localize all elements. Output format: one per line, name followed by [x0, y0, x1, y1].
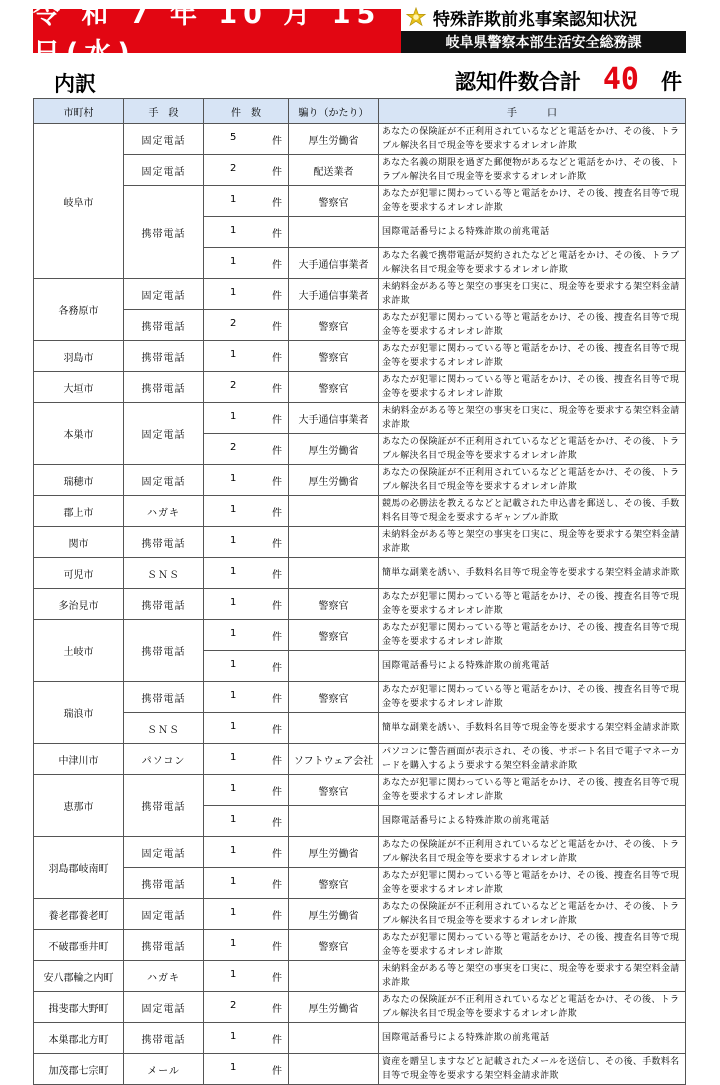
- count-value: 1: [230, 628, 237, 639]
- table-row: [34, 124, 686, 155]
- means-cell: 固定電話: [124, 155, 204, 186]
- police-crest-icon: [405, 7, 427, 29]
- count-cell: [204, 217, 289, 248]
- municipality-cell: 岐阜市: [34, 124, 124, 279]
- table-row: [34, 372, 686, 403]
- means-cell: 固定電話: [124, 279, 204, 310]
- count-value: 1: [230, 256, 237, 267]
- count-cell: [204, 651, 289, 682]
- municipality-cell: 羽島郡岐南町: [34, 837, 124, 899]
- table-row: [34, 186, 686, 217]
- count-value: 1: [230, 690, 237, 701]
- municipality-cell: 恵那市: [34, 775, 124, 837]
- impersonation-cell: [289, 713, 379, 744]
- count-value: 2: [230, 380, 237, 391]
- count-cell: [204, 310, 289, 341]
- municipality-cell: 本巣市: [34, 403, 124, 465]
- count-cell: [204, 155, 289, 186]
- count-value: 1: [230, 1031, 237, 1042]
- means-cell: 固定電話: [124, 465, 204, 496]
- count-value: 1: [230, 597, 237, 608]
- table-row: [34, 961, 686, 992]
- count-value: 2: [230, 318, 237, 329]
- means-cell: 携帯電話: [124, 310, 204, 341]
- method-cell: 簡単な副業を誘い、手数料名目等で現金等を要求する架空料金請求詐欺: [379, 558, 686, 589]
- count-unit: 件: [272, 322, 282, 333]
- means-cell: 固定電話: [124, 899, 204, 930]
- count-value: 1: [230, 504, 237, 515]
- table-row: [34, 310, 686, 341]
- count-value: 1: [230, 752, 237, 763]
- count-cell: [204, 775, 289, 806]
- municipality-cell: 各務原市: [34, 279, 124, 341]
- impersonation-cell: 警察官: [289, 682, 379, 713]
- count-unit: 件: [272, 415, 282, 426]
- count-unit: 件: [272, 1004, 282, 1015]
- count-unit: 件: [272, 694, 282, 705]
- count-cell: [204, 372, 289, 403]
- department-name: 岐阜県警察本部生活安全総務課: [401, 31, 686, 53]
- count-value: 1: [230, 969, 237, 980]
- col-header-municipality: 市町村: [34, 99, 124, 124]
- count-value: 1: [230, 814, 237, 825]
- count-cell: [204, 1023, 289, 1054]
- count-unit: 件: [272, 1035, 282, 1046]
- count-cell: [204, 279, 289, 310]
- count-cell: [204, 806, 289, 837]
- count-cell: [204, 961, 289, 992]
- table-row: [34, 155, 686, 186]
- impersonation-cell: 厚生労働省: [289, 837, 379, 868]
- count-unit: 件: [272, 136, 282, 147]
- impersonation-cell: 警察官: [289, 868, 379, 899]
- count-cell: [204, 527, 289, 558]
- table-row: [34, 713, 686, 744]
- count-value: 1: [230, 907, 237, 918]
- count-value: 1: [230, 783, 237, 794]
- impersonation-cell: 大手通信事業者: [289, 279, 379, 310]
- means-cell: 携帯電話: [124, 589, 204, 620]
- col-header-method: 手 口: [379, 99, 686, 124]
- table-row: [34, 527, 686, 558]
- count-cell: [204, 589, 289, 620]
- table-row: [34, 341, 686, 372]
- municipality-cell: 不破郡垂井町: [34, 930, 124, 961]
- municipality-cell: 可児市: [34, 558, 124, 589]
- impersonation-cell: 厚生労働省: [289, 434, 379, 465]
- count-cell: [204, 1054, 289, 1085]
- impersonation-cell: [289, 1023, 379, 1054]
- table-row: [34, 403, 686, 434]
- count-unit: 件: [272, 167, 282, 178]
- impersonation-cell: 配送業者: [289, 155, 379, 186]
- municipality-cell: 中津川市: [34, 744, 124, 775]
- method-cell: あなた名義で携帯電話が契約されたなどと電話をかけ、その後、トラブル解決名目で現金等を要求するオレオレ詐欺: [379, 248, 686, 279]
- municipality-cell: 揖斐郡大野町: [34, 992, 124, 1023]
- method-cell: あなたが犯罪に関わっている等と電話をかけ、その後、捜査名目等で現金等を要求するオレオレ詐欺: [379, 372, 686, 403]
- count-value: 1: [230, 535, 237, 546]
- municipality-cell: 安八郡輪之内町: [34, 961, 124, 992]
- table-row: [34, 992, 686, 1023]
- municipality-cell: 関市: [34, 527, 124, 558]
- municipality-cell: 本巣郡北方町: [34, 1023, 124, 1054]
- means-cell: 携帯電話: [124, 930, 204, 961]
- impersonation-cell: [289, 651, 379, 682]
- means-cell: パソコン: [124, 744, 204, 775]
- table-header-row: [34, 99, 686, 124]
- count-unit: 件: [272, 260, 282, 271]
- count-unit: 件: [272, 787, 282, 798]
- means-cell: 固定電話: [124, 124, 204, 155]
- total-unit: 件: [661, 70, 682, 94]
- count-value: 2: [230, 1000, 237, 1011]
- table-row: [34, 558, 686, 589]
- municipality-cell: 加茂郡七宗町: [34, 1054, 124, 1085]
- municipality-cell: 土岐市: [34, 620, 124, 682]
- count-value: 1: [230, 659, 237, 670]
- count-cell: [204, 682, 289, 713]
- table-row: [34, 837, 686, 868]
- table-row: [34, 682, 686, 713]
- count-value: 1: [230, 225, 237, 236]
- impersonation-cell: 警察官: [289, 186, 379, 217]
- count-unit: 件: [272, 818, 282, 829]
- municipality-cell: 羽島市: [34, 341, 124, 372]
- count-value: 1: [230, 287, 237, 298]
- count-unit: 件: [272, 911, 282, 922]
- table-row: [34, 465, 686, 496]
- breakdown-label: 内訳: [54, 72, 96, 96]
- count-value: 1: [230, 566, 237, 577]
- count-cell: [204, 403, 289, 434]
- municipality-cell: 瑞浪市: [34, 682, 124, 744]
- count-unit: 件: [272, 539, 282, 550]
- means-cell: 固定電話: [124, 837, 204, 868]
- method-cell: 簡単な副業を誘い、手数料名目等で現金等を要求する架空料金請求詐欺: [379, 713, 686, 744]
- col-header-count: 件 数: [204, 99, 289, 124]
- count-unit: 件: [272, 477, 282, 488]
- count-unit: 件: [272, 973, 282, 984]
- count-value: 1: [230, 349, 237, 360]
- table-row: [34, 496, 686, 527]
- count-unit: 件: [272, 229, 282, 240]
- table-row: [34, 1023, 686, 1054]
- method-cell: 競馬の必勝法を教えるなどと記載された申込書を郵送し、その後、手数料名目等で現金を要求するギャンブル詐欺: [379, 496, 686, 527]
- impersonation-cell: [289, 527, 379, 558]
- count-unit: 件: [272, 384, 282, 395]
- count-value: 1: [230, 411, 237, 422]
- count-unit: 件: [272, 601, 282, 612]
- impersonation-cell: [289, 961, 379, 992]
- count-unit: 件: [272, 756, 282, 767]
- method-cell: あなたが犯罪に関わっている等と電話をかけ、その後、捜査名目等で現金等を要求するオレオレ詐欺: [379, 930, 686, 961]
- count-cell: [204, 620, 289, 651]
- method-cell: 資産を贈呈しますなどと記載されたメールを送信し、その後、手数料名目等で現金等を要求する架空料金請求詐欺: [379, 1054, 686, 1085]
- count-unit: 件: [272, 632, 282, 643]
- total-count: 40: [602, 62, 639, 97]
- count-unit: 件: [272, 353, 282, 364]
- impersonation-cell: 厚生労働省: [289, 465, 379, 496]
- count-unit: 件: [272, 508, 282, 519]
- method-cell: あなたが犯罪に関わっている等と電話をかけ、その後、捜査名目等で現金等を要求するオレオレ詐欺: [379, 868, 686, 899]
- means-cell: 携帯電話: [124, 186, 204, 279]
- impersonation-cell: 厚生労働省: [289, 992, 379, 1023]
- impersonation-cell: 大手通信事業者: [289, 248, 379, 279]
- municipality-cell: 瑞穂市: [34, 465, 124, 496]
- count-unit: 件: [272, 570, 282, 581]
- table-row: [34, 930, 686, 961]
- means-cell: ハガキ: [124, 496, 204, 527]
- method-cell: あなたの保険証が不正利用されているなどと電話をかけ、その後、トラブル解決名目で現金等を要求するオレオレ詐欺: [379, 992, 686, 1023]
- count-cell: [204, 248, 289, 279]
- means-cell: メール: [124, 1054, 204, 1085]
- count-cell: [204, 930, 289, 961]
- method-cell: あなた名義の期限を過ぎた郵便物があるなどと電話をかけ、その後、トラブル解決名目で現金等を要求するオレオレ詐欺: [379, 155, 686, 186]
- means-cell: ＳＮＳ: [124, 713, 204, 744]
- report-date: 令 和 7 年 10 月 15 日(水): [33, 9, 401, 53]
- incident-table: [33, 98, 686, 1085]
- count-cell: [204, 713, 289, 744]
- impersonation-cell: 大手通信事業者: [289, 403, 379, 434]
- col-header-means: 手 段: [124, 99, 204, 124]
- table-row: [34, 620, 686, 651]
- table-row: [34, 868, 686, 899]
- impersonation-cell: [289, 496, 379, 527]
- impersonation-cell: [289, 217, 379, 248]
- count-cell: [204, 744, 289, 775]
- method-cell: あなたの保険証が不正利用されているなどと電話をかけ、その後、トラブル解決名目で現金等を要求するオレオレ詐欺: [379, 899, 686, 930]
- report-title: 特殊詐欺前兆事案認知状況: [433, 10, 637, 30]
- municipality-cell: 大垣市: [34, 372, 124, 403]
- method-cell: あなたの保険証が不正利用されているなどと電話をかけ、その後、トラブル解決名目で現金等を要求するオレオレ詐欺: [379, 434, 686, 465]
- count-cell: [204, 186, 289, 217]
- municipality-cell: 養老郡養老町: [34, 899, 124, 930]
- count-unit: 件: [272, 942, 282, 953]
- count-value: 1: [230, 473, 237, 484]
- impersonation-cell: 警察官: [289, 372, 379, 403]
- count-unit: 件: [272, 446, 282, 457]
- impersonation-cell: 警察官: [289, 341, 379, 372]
- method-cell: 未納料金がある等と架空の事実を口実に、現金等を要求する架空料金請求詐欺: [379, 279, 686, 310]
- count-cell: [204, 496, 289, 527]
- method-cell: パソコンに警告画面が表示され、その後、サポート名目で電子マネーカードを購入するよう要求する架空料金請求詐欺: [379, 744, 686, 775]
- method-cell: あなたが犯罪に関わっている等と電話をかけ、その後、捜査名目等で現金等を要求するオレオレ詐欺: [379, 682, 686, 713]
- impersonation-cell: 警察官: [289, 310, 379, 341]
- total-summary: [455, 62, 682, 97]
- impersonation-cell: 警察官: [289, 620, 379, 651]
- method-cell: あなたが犯罪に関わっている等と電話をかけ、その後、捜査名目等で現金等を要求するオレオレ詐欺: [379, 620, 686, 651]
- method-cell: あなたが犯罪に関わっている等と電話をかけ、その後、捜査名目等で現金等を要求するオレオレ詐欺: [379, 186, 686, 217]
- means-cell: 携帯電話: [124, 620, 204, 682]
- report-title-bar: [401, 5, 686, 30]
- count-cell: [204, 992, 289, 1023]
- municipality-cell: 多治見市: [34, 589, 124, 620]
- means-cell: 固定電話: [124, 992, 204, 1023]
- method-cell: あなたが犯罪に関わっている等と電話をかけ、その後、捜査名目等で現金等を要求するオレオレ詐欺: [379, 341, 686, 372]
- col-header-impersonation: 騙り（かたり）: [289, 99, 379, 124]
- method-cell: 国際電話番号による特殊詐欺の前兆電話: [379, 806, 686, 837]
- count-cell: [204, 899, 289, 930]
- impersonation-cell: 警察官: [289, 775, 379, 806]
- count-value: 1: [230, 938, 237, 949]
- impersonation-cell: 厚生労働省: [289, 899, 379, 930]
- count-unit: 件: [272, 291, 282, 302]
- method-cell: あなたが犯罪に関わっている等と電話をかけ、その後、捜査名目等で現金等を要求するオレオレ詐欺: [379, 310, 686, 341]
- method-cell: 未納料金がある等と架空の事実を口実に、現金等を要求する架空料金請求詐欺: [379, 961, 686, 992]
- count-value: 2: [230, 442, 237, 453]
- count-value: 1: [230, 845, 237, 856]
- method-cell: あなたの保険証が不正利用されているなどと電話をかけ、その後、トラブル解決名目で現金等を要求するオレオレ詐欺: [379, 837, 686, 868]
- impersonation-cell: 警察官: [289, 589, 379, 620]
- means-cell: 携帯電話: [124, 341, 204, 372]
- means-cell: 固定電話: [124, 403, 204, 465]
- method-cell: 未納料金がある等と架空の事実を口実に、現金等を要求する架空料金請求詐欺: [379, 527, 686, 558]
- count-cell: [204, 558, 289, 589]
- municipality-cell: 郡上市: [34, 496, 124, 527]
- means-cell: 携帯電話: [124, 775, 204, 837]
- means-cell: ハガキ: [124, 961, 204, 992]
- count-unit: 件: [272, 198, 282, 209]
- impersonation-cell: 厚生労働省: [289, 124, 379, 155]
- count-unit: 件: [272, 880, 282, 891]
- method-cell: あなたの保険証が不正利用されているなどと電話をかけ、その後、トラブル解決名目で現金等を要求するオレオレ詐欺: [379, 465, 686, 496]
- method-cell: 国際電話番号による特殊詐欺の前兆電話: [379, 651, 686, 682]
- impersonation-cell: [289, 806, 379, 837]
- count-cell: [204, 465, 289, 496]
- means-cell: 携帯電話: [124, 527, 204, 558]
- table-row: [34, 744, 686, 775]
- count-value: 5: [230, 132, 237, 143]
- method-cell: 国際電話番号による特殊詐欺の前兆電話: [379, 217, 686, 248]
- means-cell: 携帯電話: [124, 682, 204, 713]
- means-cell: 携帯電話: [124, 1023, 204, 1054]
- count-cell: [204, 434, 289, 465]
- table-row: [34, 589, 686, 620]
- count-unit: 件: [272, 849, 282, 860]
- method-cell: あなたが犯罪に関わっている等と電話をかけ、その後、捜査名目等で現金等を要求するオレオレ詐欺: [379, 775, 686, 806]
- means-cell: ＳＮＳ: [124, 558, 204, 589]
- count-cell: [204, 124, 289, 155]
- method-cell: 未納料金がある等と架空の事実を口実に、現金等を要求する架空料金請求詐欺: [379, 403, 686, 434]
- count-unit: 件: [272, 1066, 282, 1077]
- count-value: 1: [230, 876, 237, 887]
- impersonation-cell: [289, 1054, 379, 1085]
- count-unit: 件: [272, 663, 282, 674]
- count-cell: [204, 837, 289, 868]
- impersonation-cell: ソフトウェア会社: [289, 744, 379, 775]
- means-cell: 携帯電話: [124, 372, 204, 403]
- impersonation-cell: [289, 558, 379, 589]
- count-value: 1: [230, 1062, 237, 1073]
- total-label: 認知件数合計: [454, 70, 581, 94]
- table-row: [34, 899, 686, 930]
- count-cell: [204, 868, 289, 899]
- count-unit: 件: [272, 725, 282, 736]
- count-value: 1: [230, 721, 237, 732]
- method-cell: あなたの保険証が不正利用されているなどと電話をかけ、その後、トラブル解決名目で現金等を要求するオレオレ詐欺: [379, 124, 686, 155]
- table-row: [34, 775, 686, 806]
- method-cell: あなたが犯罪に関わっている等と電話をかけ、その後、捜査名目等で現金等を要求するオレオレ詐欺: [379, 589, 686, 620]
- count-value: 1: [230, 194, 237, 205]
- impersonation-cell: 警察官: [289, 930, 379, 961]
- means-cell: 携帯電話: [124, 868, 204, 899]
- count-cell: [204, 341, 289, 372]
- method-cell: 国際電話番号による特殊詐欺の前兆電話: [379, 1023, 686, 1054]
- table-row: [34, 279, 686, 310]
- table-row: [34, 1054, 686, 1085]
- count-value: 2: [230, 163, 237, 174]
